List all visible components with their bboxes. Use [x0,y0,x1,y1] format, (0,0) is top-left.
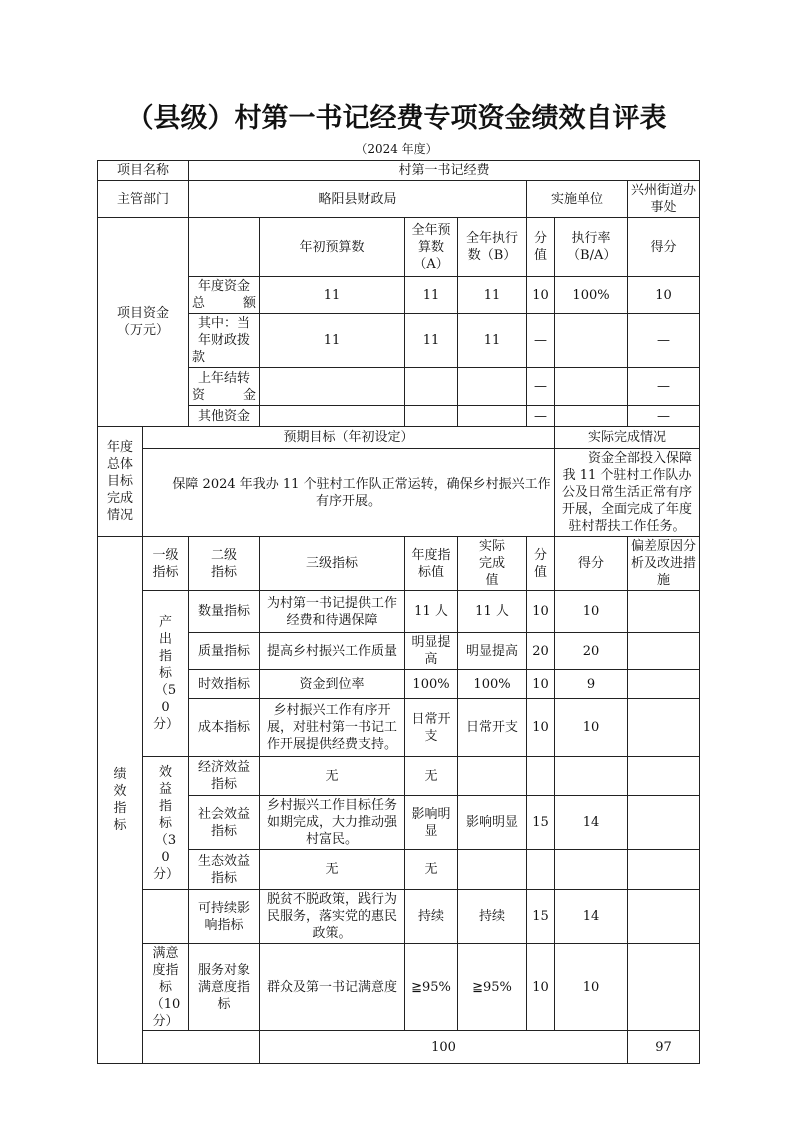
indicator-score: 14 [555,796,628,850]
indicator-score: 10 [555,944,628,1031]
indicator-actual: 11 人 [458,591,527,633]
indicator-note [628,591,700,633]
impl-value: 兴州街道办事处 [628,181,700,218]
funds-row-weight: — [527,314,555,368]
funds-header-weight: 分值 [527,218,555,277]
funds-row-score: — [628,314,700,368]
indicator-note [628,670,700,699]
indicator-row [98,944,700,1031]
indicator-score: 9 [555,670,628,699]
indicator-score: 10 [555,591,628,633]
indicators-label: 绩效指标 [98,537,143,1064]
evaluation-table [97,160,700,1064]
funds-row [98,368,700,406]
benefit-label: 效益指标（30 分） [143,757,189,890]
funds-header-score: 得分 [628,218,700,277]
page-title: （县级）村第一书记经费专项资金绩效自评表 [126,103,667,134]
funds-row-initial: 11 [260,277,405,314]
funds-row-annual: 11 [405,277,458,314]
funds-header-rate: 执行率（B/A） [555,218,628,277]
indicator-score: 20 [555,633,628,670]
indicator-second: 质量指标 [189,633,260,670]
indicator-row [98,699,700,757]
ind-header-first: 一级指标 [143,537,189,591]
total-weight: 100 [260,1031,628,1064]
indicator-score [555,757,628,796]
indicator-third: 乡村振兴工作目标任务如期完成，大力推动强村富民。 [260,796,405,850]
funds-row-score: 10 [628,277,700,314]
funds-row-executed: 11 [458,314,527,368]
funds-row-executed [458,368,527,406]
indicator-weight: 15 [527,890,555,944]
funds-header-annual: 全年预算数（A） [405,218,458,277]
indicator-weight: 10 [527,699,555,757]
indicator-note [628,944,700,1031]
funds-row-score: — [628,406,700,427]
row-indicators-header [98,537,700,591]
dept-label: 主管部门 [98,181,189,218]
funds-row-label: 其他资金 [189,406,260,427]
indicator-note [628,796,700,850]
indicator-weight: 20 [527,633,555,670]
indicator-target: 无 [405,850,458,890]
indicator-row [98,633,700,670]
funds-row [98,277,700,314]
funds-row-executed: 11 [458,277,527,314]
goals-expected-text: 保障 2024 年我办 11 个驻村工作队正常运转，确保乡村振兴工作有序开展。 [143,449,555,537]
indicator-actual: 持续 [458,890,527,944]
funds-row-rate [555,368,628,406]
row-project-name [98,161,700,181]
indicator-target: 无 [405,757,458,796]
indicator-actual: 影响明显 [458,796,527,850]
indicator-target: 11 人 [405,591,458,633]
row-funds-header [98,218,700,277]
row-department [98,181,700,218]
funds-row-rate [555,406,628,427]
indicator-target: 影响明显 [405,796,458,850]
indicator-target: 明显提高 [405,633,458,670]
funds-label: 项目资金（万元） [98,218,189,427]
indicator-second: 数量指标 [189,591,260,633]
dept-value: 略阳县财政局 [189,181,527,218]
year-label: （2024 年度） [355,142,438,156]
impl-label: 实施单位 [527,181,628,218]
row-total [98,1031,700,1064]
funds-header-executed: 全年执行数（B） [458,218,527,277]
funds-row-executed [458,406,527,427]
indicator-row [98,757,700,796]
indicator-target: 日常开支 [405,699,458,757]
project-name-label: 项目名称 [98,161,189,181]
ind-header-third: 三级指标 [260,537,405,591]
funds-row-weight: — [527,368,555,406]
indicator-score: 14 [555,890,628,944]
indicator-target: ≧95% [405,944,458,1031]
indicator-score: 10 [555,699,628,757]
indicator-note [628,757,700,796]
total-score: 97 [628,1031,700,1064]
indicator-weight [527,757,555,796]
ind-header-weight: 分值 [527,537,555,591]
indicator-weight: 10 [527,944,555,1031]
funds-header-blank [189,218,260,277]
indicator-third: 提高乡村振兴工作质量 [260,633,405,670]
project-name-value: 村第一书记经费 [189,161,700,181]
funds-row-label: 年度资金总额 [189,277,260,314]
indicator-second: 成本指标 [189,699,260,757]
funds-row [98,314,700,368]
indicator-second: 社会效益指标 [189,796,260,850]
row-goals-content [98,449,700,537]
total-blank [143,1031,260,1064]
ind-header-score: 得分 [555,537,628,591]
goals-actual-text: 资金全部投入保障我 11 个驻村工作队办公及日常生活正常有序开展，全面完成了年度驻村帮扶工作任务。 [555,449,700,537]
funds-row-rate: 100% [555,277,628,314]
funds-row-weight: 10 [527,277,555,314]
indicator-actual: ≧95% [458,944,527,1031]
indicator-second: 服务对象满意度指标 [189,944,260,1031]
indicator-actual [458,757,527,796]
funds-row-initial: 11 [260,314,405,368]
output-label: 产出指标（50 分） [143,591,189,757]
indicator-second: 生态效益指标 [189,850,260,890]
indicator-row [98,890,700,944]
indicator-row [98,670,700,699]
row-goals-header [98,427,700,449]
ind-header-actual: 实际完成值 [458,537,527,591]
funds-row-initial [260,406,405,427]
funds-row-label: 其中：当年财政拨款 [189,314,260,368]
funds-row-rate [555,314,628,368]
funds-row-annual [405,368,458,406]
indicator-third: 无 [260,850,405,890]
indicator-second: 可持续影响指标 [189,890,260,944]
funds-row-annual [405,406,458,427]
indicator-note [628,699,700,757]
indicator-third: 为村第一书记提供工作经费和待遇保障 [260,591,405,633]
goals-actual-header: 实际完成情况 [555,427,700,449]
indicator-second: 经济效益指标 [189,757,260,796]
funds-row-weight: — [527,406,555,427]
ind-header-note: 偏差原因分析及改进措施 [628,537,700,591]
indicator-target: 持续 [405,890,458,944]
indicator-third: 脱贫不脱政策，践行为民服务，落实党的惠民政策。 [260,890,405,944]
sustain-first-blank [143,890,189,944]
funds-row-annual: 11 [405,314,458,368]
indicator-actual [458,850,527,890]
indicator-third: 无 [260,757,405,796]
goals-expected-header: 预期目标（年初设定） [143,427,555,449]
goals-label: 年度总体目标完成情况 [98,427,143,537]
indicator-second: 时效指标 [189,670,260,699]
funds-header-initial: 年初预算数 [260,218,405,277]
indicator-actual: 明显提高 [458,633,527,670]
indicator-actual: 100% [458,670,527,699]
indicator-row [98,796,700,850]
indicator-weight: 15 [527,796,555,850]
ind-header-target: 年度指标值 [405,537,458,591]
indicator-third: 群众及第一书记满意度 [260,944,405,1031]
indicator-weight: 10 [527,670,555,699]
ind-header-second: 二级指标 [189,537,260,591]
indicator-target: 100% [405,670,458,699]
indicator-actual: 日常开支 [458,699,527,757]
indicator-note [628,633,700,670]
indicator-score [555,850,628,890]
funds-row-label: 上年结转资金 [189,368,260,406]
funds-row [98,406,700,427]
indicator-weight [527,850,555,890]
indicator-third: 乡村振兴工作有序开展，对驻村第一书记工作开展提供经费支持。 [260,699,405,757]
indicator-note [628,850,700,890]
satisfaction-label: 满意度指标（10 分） [143,944,189,1031]
funds-row-score: — [628,368,700,406]
indicator-weight: 10 [527,591,555,633]
indicator-row [98,591,700,633]
funds-row-initial [260,368,405,406]
indicator-third: 资金到位率 [260,670,405,699]
indicator-row [98,850,700,890]
indicator-note [628,890,700,944]
